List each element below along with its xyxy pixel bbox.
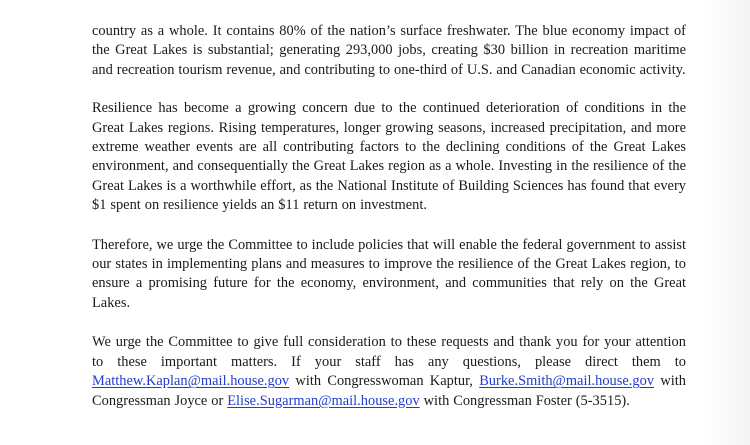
email-link-smith[interactable]: Burke.Smith@mail.house.gov — [479, 373, 655, 390]
contacts-intro-text: We urge the Committee to give full consideration to these requests and thank you for your attention to these important matters. If your staff has any questions, please direct them to — [92, 334, 686, 370]
contacts-text-kaptur: with Congresswoman Kaptur, — [289, 373, 480, 390]
paragraph-resilience-concern: Resilience has become a growing concern due to the continued deterioration of conditions in the Great Lakes regions. Rising temperatures, longer growing seasons, increased precipitation, and more extreme weather events are all contributing factors to the declining conditions of the Great Lakes environment, and consequentially the Great Lakes region as a whole. Investing in the resilience of the Great Lakes is a worthwhile effort, as the National Institute of Building Sciences has found that every $1 spent on resilience yields an $11 return on investment. — [92, 100, 686, 214]
paragraph-contacts — [92, 333, 686, 411]
contacts-text-foster: with Congressman Foster (5-3515). — [419, 392, 630, 409]
letter-body — [92, 22, 686, 431]
contacts-text-joyce: with Congressman Joyce or — [92, 373, 686, 409]
email-link-sugarman[interactable]: Elise.Sugarman@mail.house.gov — [227, 392, 420, 409]
paragraph-great-lakes-economy: country as a whole. It contains 80% of the nation’s surface freshwater. The blue economy impact of the Great Lakes is substantial; generating 293,000 jobs, creating $30 billion in recreation maritime and recreation tourism revenue, and contributing to one-third of U.S. and Canadian economic activity. — [92, 23, 686, 78]
email-link-kaplan[interactable]: Matthew.Kaplan@mail.house.gov — [92, 373, 290, 390]
paragraph-committee-urge: Therefore, we urge the Committee to include policies that will enable the federal government to assist our states in implementing plans and measures to improve the resilience of the Great Lakes region, to ensure a promising future for the economy, environment, and communities that rely on the Great Lakes. — [92, 236, 686, 311]
